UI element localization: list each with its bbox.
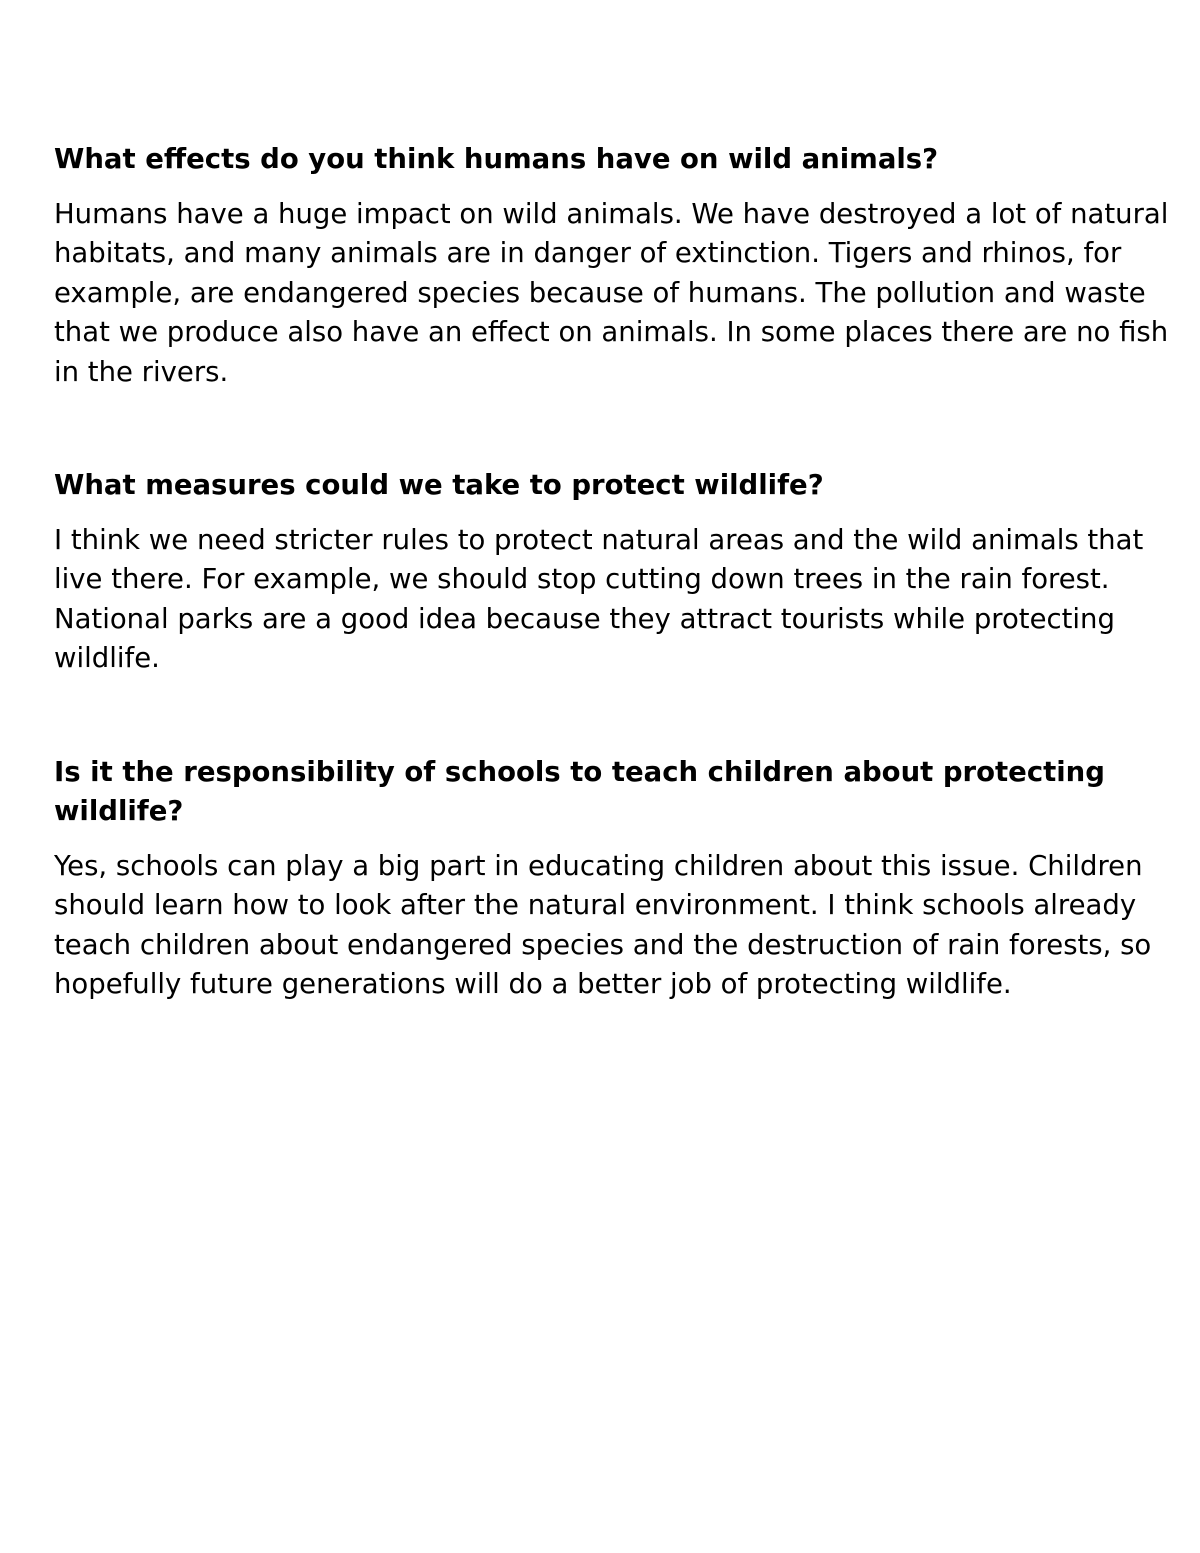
qa-section-schools-responsibility — [54, 753, 1170, 1005]
qa-section-protect-measures — [54, 466, 1170, 679]
question-heading: What effects do you think humans have on wild animals? — [54, 143, 939, 175]
answer-paragraph: Humans have a huge impact on wild animals. We have destroyed a lot of natural habitats, and many animals are in danger of extinction. Tigers and rhinos, for example, are endangered species because of humans. The pollution and waste that we produce also have an effect on animals. In some places there are no fish in the rivers. — [54, 197, 1169, 388]
answer-paragraph: I think we need stricter rules to protect natural areas and the wild animals that live there. For example, we should stop cutting down trees in the rain forest. National parks are a good idea because they attract tourists while protecting wildlife. — [54, 523, 1144, 674]
qa-section-humans-effects — [54, 140, 1170, 392]
question-heading: What measures could we take to protect wildlife? — [54, 469, 824, 501]
question-heading: Is it the responsibility of schools to teach children about protecting wildlife? — [54, 755, 1105, 827]
document-page — [54, 140, 1170, 1005]
answer-paragraph: Yes, schools can play a big part in educating children about this issue. Children should learn how to look after the natural environment. I think schools already teach children about endangered species and the destruction of rain forests, so hopefully future generations will do a better job of protecting wildlife. — [54, 849, 1152, 1000]
